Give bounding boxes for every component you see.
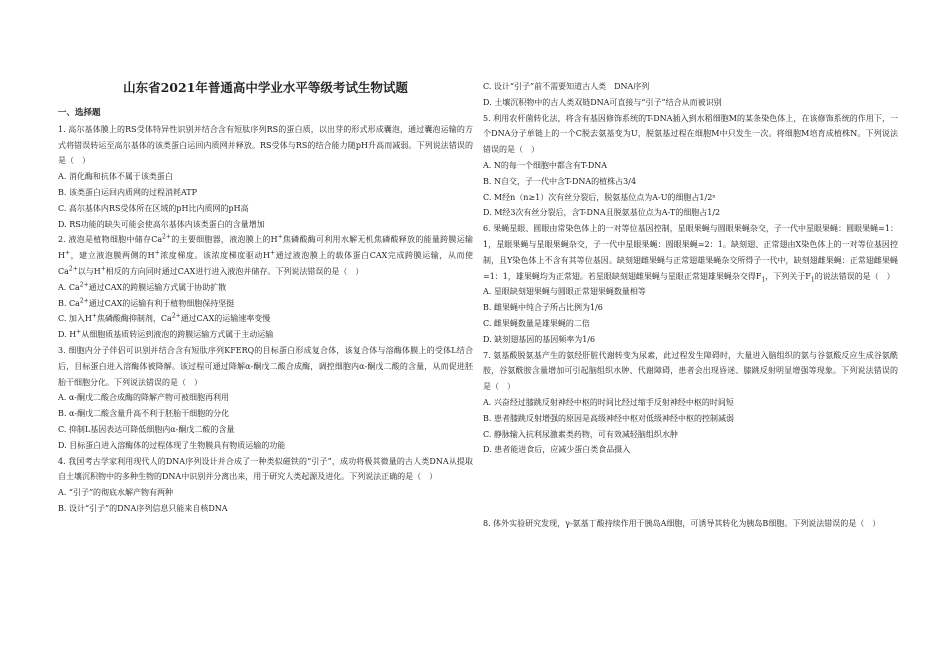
question-7-option-d: D. 患者能进食后，应减少蛋白类食品摄入 bbox=[483, 445, 631, 455]
question-2-option-d: D. H+从细胞质基质转运到液泡的跨膜运输方式属于主动运输 bbox=[58, 328, 274, 340]
question-5-option-b: B. N自交，子一代中含T-DNA的植株占3/4 bbox=[483, 176, 637, 186]
question-1-option-a: A. 消化酶和抗体不属于该类蛋白 bbox=[58, 172, 173, 182]
question-3-option-b: B. α-酮戊二酸含量升高不利于胚胎干细胞的分化 bbox=[58, 409, 230, 419]
question-7-option-b: B. 患者膝跳反射增强的原因是高级神经中枢对低级神经中枢的控制减弱 bbox=[483, 413, 734, 423]
question-4-stem: 4. 我国考古学家利用现代人的DNA序列设计并合成了一种类似磁铁的“引子”，成功将极其微量的古人类DNA从提取自土壤沉积物中的多种生物的DNA中识别并分离出来，用于研究人类起源及进化。下列说法正确的是（ ） bbox=[58, 456, 473, 482]
question-2-stem: 2. 液泡是植物细胞中储存$Ca^{2+}$的主要细胞器，液泡膜上的H+焦磷酸酶可利用水解无机焦磷酸释放的能量跨膜运输H+，建立液泡膜两侧的H+浓度梯度。该浓度梯度驱动H+通过液泡膜上的载体蛋白CAX完成跨膜运输，从而使$Ca^{2+}$以与H+相反的方向同时通过CAX进行进入液泡并储存。下列说法错误的是（ ） bbox=[58, 233, 474, 276]
question-3-stem: 3. 细胞内分子伴侣可识别并结合含有短肽序列KFERQ的目标蛋白形成复合体，该复合体与溶酶体膜上的受体L结合后，目标蛋白进入溶酶体被降解。该过程可通过降解α-酮戊二酸合成酶，调控细胞内α-酮戊二酸的含量，从而促进胚胎干细胞分化。下列说法错误的是（ ） bbox=[58, 345, 473, 387]
question-8-stem: 8. 体外实验研究发现，γ-氨基丁酸持续作用于胰岛A细胞，可诱导其转化为胰岛B细胞。下列说法错误的是（ ） bbox=[483, 519, 881, 529]
question-1-stem: 1. 高尔基体膜上的RS受体特异性识别并结合含有短肽序列RS的蛋白质，以出芽的形式形成囊泡，通过囊泡运输的方式将错误转运至高尔基体的该类蛋白运回内质网并释放。RS受体与RS的结合能力随pH升高而减弱。下列说法错误的是（ ） bbox=[58, 124, 473, 166]
right-column bbox=[483, 0, 898, 532]
question-6-option-c: C. 雌果蝇数量是雄果蝇的二倍 bbox=[483, 318, 590, 328]
question-1-option-d: D. RS功能的缺失可能会使高尔基体内该类蛋白的含量增加 bbox=[58, 219, 265, 229]
section-heading: 一、选择题 bbox=[58, 108, 101, 118]
question-4-option-b: B. 设计“引子”的DNA序列信息只能来自核DNA bbox=[58, 503, 228, 513]
question-1-option-c: C. 高尔基体内RS受体所在区域的pH比内质网的pH高 bbox=[58, 203, 249, 213]
left-column bbox=[58, 0, 473, 517]
question-6-option-a: A. 星眼缺刻翅果蝇与圆眼正常翅果蝇数量相等 bbox=[483, 287, 646, 297]
question-5-stem: 5. 利用农杆菌转化法，将含有基因修饰系统的T-DNA插入到水稻细胞M的某条染色体上，在该修饰系统的作用下，一个DNA分子单链上的一个C脱去氨基变为U，脱氨基过程在细胞M中只发生一次。将细胞M培育成植株N。下列说法错误的是（ ） bbox=[483, 113, 898, 155]
question-6-option-d: D. 缺刻翅基因的基因频率为1/6 bbox=[483, 334, 596, 344]
question-4-option-c: C. 设计“引子”前不需要知道古人类 DNA序列 bbox=[483, 82, 650, 91]
question-5-option-d: D. M经3次有丝分裂后，含T-DNA且脱氨基位点为A-T的细胞占1/2 bbox=[483, 208, 721, 218]
question-2-option-b: B. $Ca^{2+}$通过CAX的运输有利于植物细胞保持坚挺 bbox=[58, 296, 235, 308]
question-7-option-c: C. 静脉输入抗利尿激素类药物，可有效减轻脑组织水肿 bbox=[483, 429, 678, 439]
page-title: 山东省2021年普通高中学业水平等级考试生物试题 bbox=[123, 80, 408, 95]
question-3-option-a: A. α-酮戊二酸合成酶的降解产物可被细胞再利用 bbox=[58, 393, 229, 403]
question-3-option-d: D. 目标蛋白进入溶酶体的过程体现了生物膜具有物质运输的功能 bbox=[58, 440, 286, 450]
question-4-option-a: A. “引子”的彻底水解产物有两种 bbox=[58, 488, 174, 498]
question-7-option-a: A. 兴奋经过膝跳反射神经中枢的时间比经过缩手反射神经中枢的时间短 bbox=[483, 397, 734, 407]
question-3-option-c: C. 抑制L基因表达可降低细胞内α-酮戊二酸的含量 bbox=[58, 424, 235, 434]
blank-space bbox=[483, 458, 898, 516]
question-5-option-c: C. M经n（n≥1）次有丝分裂后，脱氨基位点为A-U的细胞占1/2ⁿ bbox=[483, 192, 716, 202]
question-7-stem: 7. 氨基酸脱氨基产生的氨经肝脏代谢转变为尿素，此过程发生障碍时，大量进入脑组织的氨与谷氨酸反应生成谷氨酰胺，谷氨酰胺含量增加可引起脑组织水肿、代谢障碍，患者会出现昏迷、膝跳反射明显增强等现象。下列说法错误的是（ ） bbox=[483, 350, 898, 392]
question-5-option-a: A. N的每一个细胞中都含有T-DNA bbox=[483, 160, 608, 170]
question-1-option-b: B. 该类蛋白运回内质网的过程消耗ATP bbox=[58, 187, 198, 197]
question-6-option-b: B. 雌果蝇中纯合子所占比例为1/6 bbox=[483, 303, 603, 313]
question-4-option-d: D. 土壤沉积物中的古人类双链DNA可直接与“引子”结合从而被识别 bbox=[483, 97, 722, 107]
question-2-option-a: A. $Ca^{2+}$通过CAX的跨膜运输方式属于协助扩散 bbox=[58, 281, 227, 292]
question-6-stem: 6. 果蝇星眼、圆眼由常染色体上的一对等位基因控制，星眼果蝇与圆眼果蝇杂交，子一代中星眼果蝇：圆眼果蝇=1：1，星眼果蝇与星眼果蝇杂交，子一代中星眼果蝇：圆眼果蝇=2：1。缺刻翅、正常翅由X染色体上的一对等位基因控制，且Y染色体上不含有其等位基因。缺刻翅雌果蝇与正常翅雄果蝇杂交所得子一代中，缺刻翅雌果蝇：正常翅雌果蝇=1：1，雄果蝇均为正常翅。若星眼缺刻翅雌果蝇与星眼正常翅雄果蝇杂交得$F_1$，下列关于$F_1$的说法错误的是（ ） bbox=[483, 224, 898, 284]
question-2-option-c: C. 加入H+焦磷酸酶抑制剂，$Ca^{2+}$通过CAX的运输速率变慢 bbox=[58, 312, 271, 324]
